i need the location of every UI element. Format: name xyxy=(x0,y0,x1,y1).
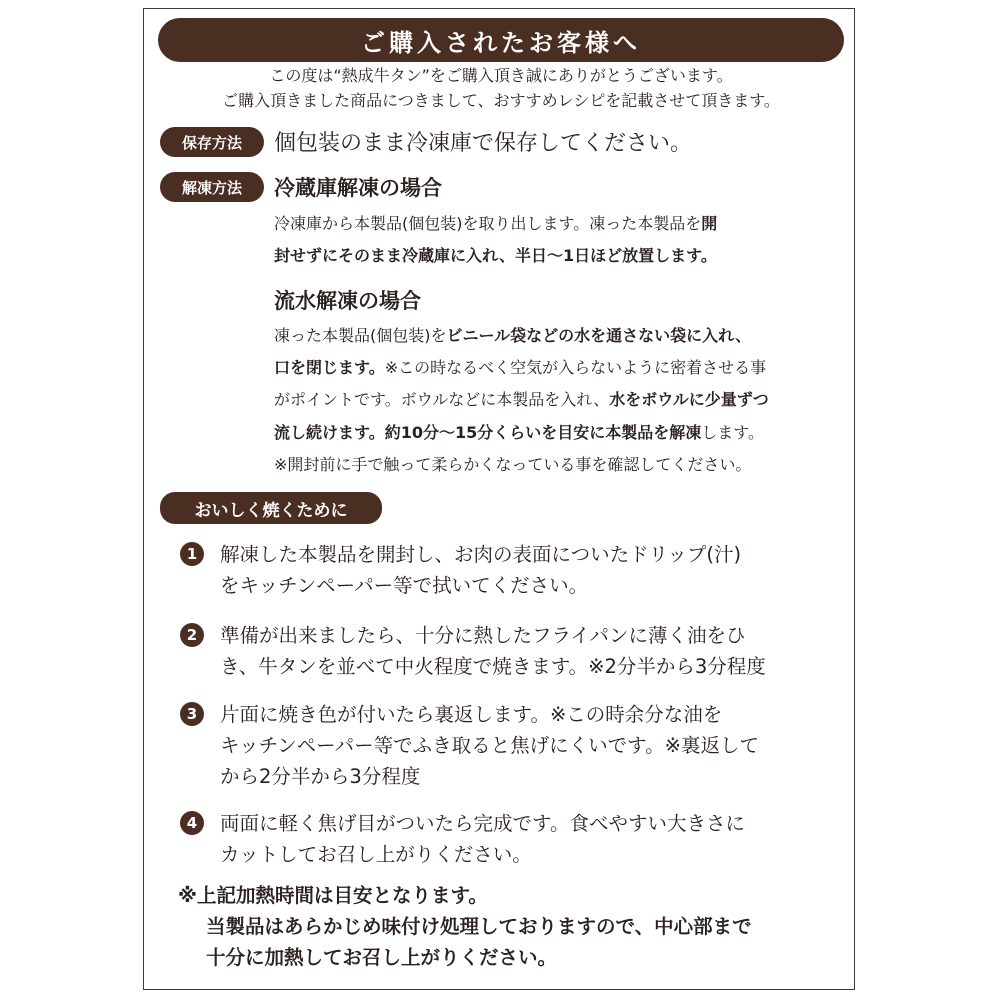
intro-text xyxy=(158,63,844,113)
note-line-3: 十分に加熱してお召し上がりください。 xyxy=(206,946,558,969)
step-3-line-2: キッチンペーパー等でふき取ると焦げにくいです。※裏返して xyxy=(220,734,759,757)
step-1-line-2: をキッチンペーパー等で拭いてください。 xyxy=(220,574,589,597)
step-number-3: 3 xyxy=(180,702,204,726)
step-number-4: 4 xyxy=(180,811,204,835)
water-thaw-line-1: 凍った本製品(個包装)をビニール袋などの水を通さない袋に入れ、 xyxy=(274,326,752,345)
step-4-line-2: カットしてお召し上がりください。 xyxy=(220,843,532,866)
storage-text: 個包装のまま冷凍庫で保存してください。 xyxy=(274,131,693,156)
step-number-1: 1 xyxy=(180,542,204,566)
intro-line-1: この度は“熱成牛タン”をご購入頂き誠にありがとうございます。 xyxy=(269,66,733,85)
water-thaw-line-3: がポイントです。ボウルなどに本製品を入れ、水をボウルに少量ずつ xyxy=(274,390,769,409)
fridge-thaw-line-2: 封せずにそのまま冷蔵庫に入れ、半日〜1日ほど放置します。 xyxy=(274,246,717,265)
page-title: ご購入されたお客様へ xyxy=(158,18,844,62)
water-thaw-heading: 流水解凍の場合 xyxy=(274,289,421,313)
fridge-thaw-heading: 冷蔵庫解凍の場合 xyxy=(274,176,442,200)
water-thaw-line-2: 口を閉じます。※この時なるべく空気が入らないように密着させる事 xyxy=(274,358,767,377)
thaw-label: 解凍方法 xyxy=(160,172,264,202)
intro-line-2: ご購入頂きました商品につきまして、おすすめレシピを記載させて頂きます。 xyxy=(222,91,780,110)
note-line-2: 当製品はあらかじめ味付け処理しておりますので、中心部まで xyxy=(206,915,752,938)
water-thaw-line-5: ※開封前に手で触って柔らかくなっている事を確認してください。 xyxy=(274,455,752,474)
step-1-line-1: 解凍した本製品を開封し、お肉の表面についたドリップ(汁) xyxy=(220,543,742,566)
storage-label: 保存方法 xyxy=(160,127,264,157)
step-4-line-1: 両面に軽く焦げ目がついたら完成です。食べやすい大きさに xyxy=(220,812,745,835)
step-number-2: 2 xyxy=(180,623,204,647)
step-2-line-1: 準備が出来ましたら、十分に熱したフライパンに薄く油をひ xyxy=(220,624,746,647)
step-3-line-3: から2分半から3分程度 xyxy=(220,765,421,788)
step-3-line-1: 片面に焼き色が付いたら裏返します。※この時余分な油を xyxy=(220,703,723,726)
water-thaw-line-4: 流し続けます。約10分〜15分くらいを目安に本製品を解凍します。 xyxy=(274,423,764,442)
step-2-line-2: き、牛タンを並べて中火程度で焼きます。※2分半から3分程度 xyxy=(220,655,766,678)
note-line-1: ※上記加熱時間は目安となります。 xyxy=(178,884,488,907)
fridge-thaw-line-1: 冷凍庫から本製品(個包装)を取り出します。凍った本製品を開 xyxy=(274,214,718,233)
cooking-label: おいしく焼くために xyxy=(160,492,382,524)
